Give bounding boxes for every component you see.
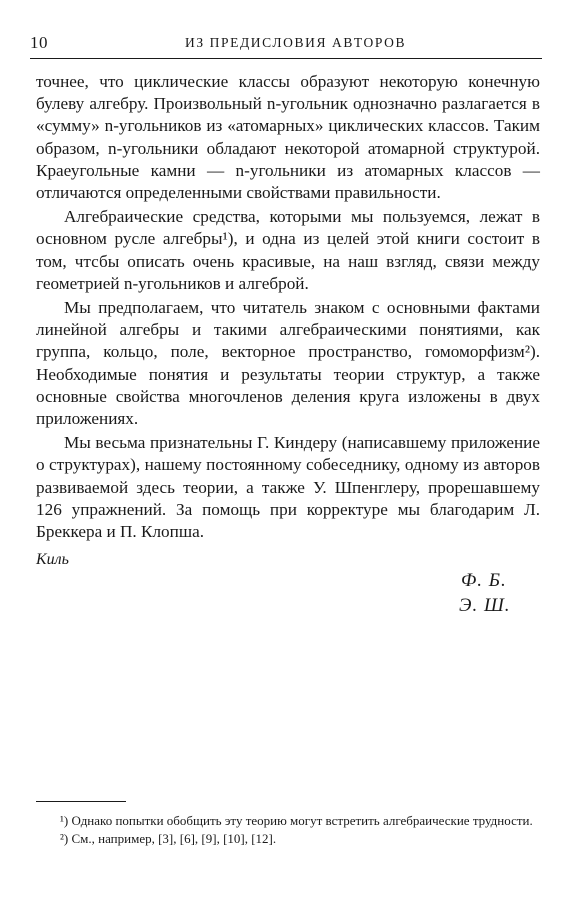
footnotes xyxy=(36,812,540,847)
author-signature-1: Ф. Б. xyxy=(461,570,507,591)
paragraph-1: точнее, что циклические классы образуют некоторую конечную булеву алгебру. Произвольный n-угольник однозначно разлагается в «сумму» n-угольников из «атомарных» циклических классов. Таким образом, n-угольники обладают некоторой атомарной структурой. Краеугольные камни — n-угольники из атомарных классов — отличаются определенными свойствами правильности. xyxy=(36,72,540,203)
body-text xyxy=(36,71,540,545)
running-title: ИЗ ПРЕДИСЛОВИЯ АВТОРОВ xyxy=(185,35,407,50)
footnote-1: ¹) Однако попытки обобщить эту теорию могут встретить алгебраические трудности. xyxy=(60,813,533,828)
paragraph-3: Мы предполагаем, что читатель знаком с основными фактами линейной алгебры и такими алгебраическими понятиями, как группа, кольцо, поле, векторное пространство, гомоморфизм²). Необходимые понятия и результаты теории структур, а также основные свойства многочленов деления круга изложены в двух приложениях. xyxy=(36,298,540,429)
place-name: Киль xyxy=(36,551,69,568)
page-header xyxy=(30,33,542,55)
footnote-rule xyxy=(36,801,126,802)
paragraph-4: Мы весьма признательны Г. Киндеру (написавшему приложение о структурах), нашему постоянному собеседнику, одному из авторов развиваемой здесь теории, а также У. Шпенглеру, прорешавшему 126 упражнений. За помощь при корректуре мы благодарим Л. Бреккера и П. Клопша. xyxy=(36,433,540,542)
page-number: 10 xyxy=(30,33,48,52)
author-signature-2: Э. Ш. xyxy=(459,595,511,616)
footnote-2: ²) См., например, [3], [6], [9], [10], [12]. xyxy=(60,831,277,846)
header-rule xyxy=(30,58,542,59)
paragraph-2: Алгебраические средства, которыми мы пользуемся, лежат в основном русле алгебры¹), и одна из целей этой книги состоит в том, чтсбы описать очень красивые, на наш взгляд, связи между геометрией n-угольников и алгеброй. xyxy=(36,207,540,293)
